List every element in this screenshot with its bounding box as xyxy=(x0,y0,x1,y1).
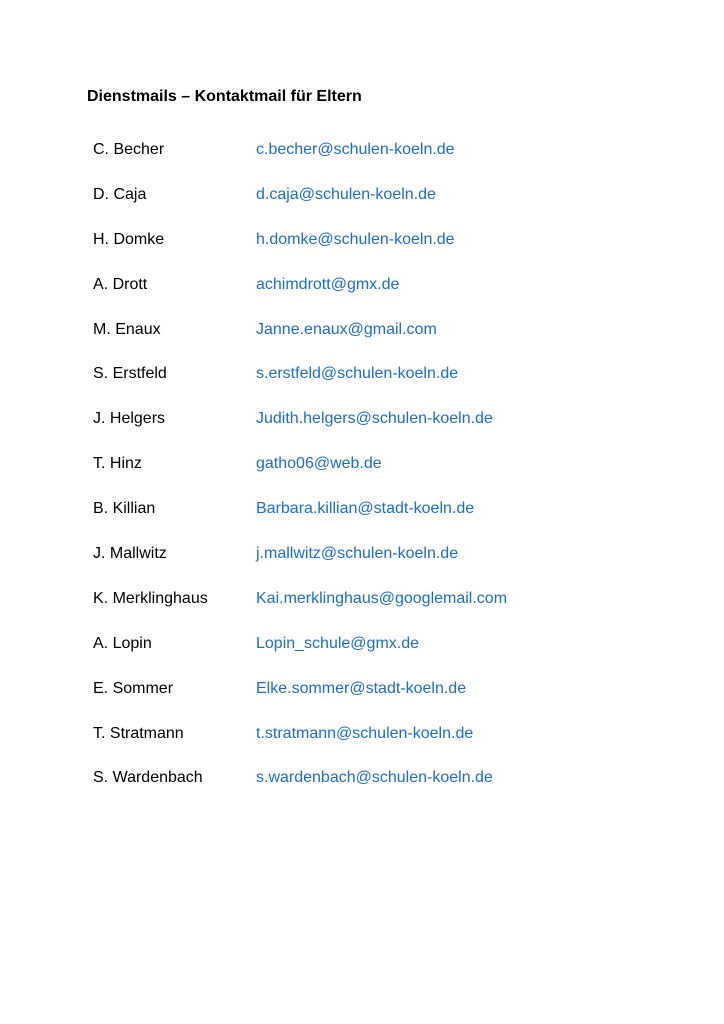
contact-name: A. Drott xyxy=(93,275,148,293)
contact-email-link[interactable]: Judith.helgers@schulen-koeln.de xyxy=(256,410,493,428)
contact-name: S. Erstfeld xyxy=(93,365,167,383)
contact-name: S. Wardenbach xyxy=(93,769,203,787)
contact-list xyxy=(93,140,653,813)
contact-email-link[interactable]: s.wardenbach@schulen-koeln.de xyxy=(256,769,493,787)
contact-row xyxy=(93,634,653,679)
contact-email-link[interactable]: j.mallwitz@schulen-koeln.de xyxy=(256,545,459,563)
contact-email-link[interactable]: Elke.sommer@stadt-koeln.de xyxy=(256,679,467,697)
contact-row xyxy=(93,724,653,769)
contact-row xyxy=(93,589,653,634)
contact-name: J. Mallwitz xyxy=(93,545,167,563)
contact-row xyxy=(93,679,653,724)
contact-name: E. Sommer xyxy=(93,679,174,697)
contact-row xyxy=(93,364,653,409)
contact-row xyxy=(93,140,653,185)
contact-email-link[interactable]: c.becher@schulen-koeln.de xyxy=(256,141,455,158)
contact-email-link[interactable]: Lopin_schule@gmx.de xyxy=(256,634,420,652)
contact-email-link[interactable]: achimdrott@gmx.de xyxy=(256,275,400,293)
contact-email-link[interactable]: h.domke@schulen-koeln.de xyxy=(256,230,455,248)
contact-name: T. Hinz xyxy=(93,455,142,473)
contact-email-link[interactable]: s.erstfeld@schulen-koeln.de xyxy=(256,365,459,383)
contact-email-link[interactable]: t.stratmann@schulen-koeln.de xyxy=(256,724,474,742)
contact-row xyxy=(93,320,653,365)
contact-name: C. Becher xyxy=(93,141,165,158)
contact-name: K. Merklinghaus xyxy=(93,589,208,607)
contact-row xyxy=(93,409,653,454)
contact-email-link[interactable]: gatho06@web.de xyxy=(256,455,382,473)
contact-name: M. Enaux xyxy=(93,320,161,338)
contact-email-link[interactable]: Barbara.killian@stadt-koeln.de xyxy=(256,500,475,518)
contact-row xyxy=(93,454,653,499)
contact-name: A. Lopin xyxy=(93,634,152,652)
contact-name: B. Killian xyxy=(93,500,156,518)
contact-name: J. Helgers xyxy=(93,410,166,428)
contact-email-link[interactable]: Janne.enaux@gmail.com xyxy=(256,320,437,338)
contact-email-link[interactable]: Kai.merklinghaus@googlemail.com xyxy=(256,589,508,607)
contact-row xyxy=(93,499,653,544)
contact-row xyxy=(93,544,653,589)
contact-name: H. Domke xyxy=(93,230,165,248)
contact-row xyxy=(93,768,653,813)
contact-row xyxy=(93,230,653,275)
contact-row xyxy=(93,185,653,230)
contact-row xyxy=(93,275,653,320)
document-title: Dienstmails – Kontaktmail für Eltern xyxy=(87,88,362,105)
contact-email-link[interactable]: d.caja@schulen-koeln.de xyxy=(256,185,436,203)
contact-name: T. Stratmann xyxy=(93,724,184,742)
contact-name: D. Caja xyxy=(93,185,147,203)
